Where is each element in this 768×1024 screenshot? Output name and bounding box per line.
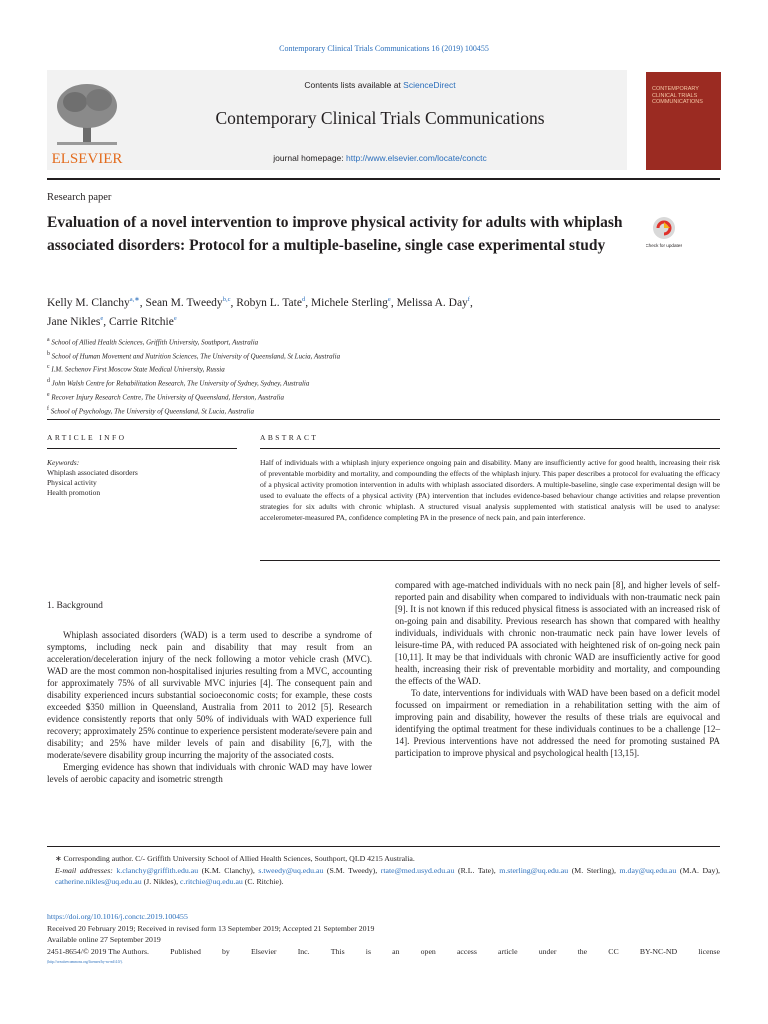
license-word: Inc.: [297, 946, 310, 956]
article-info-rule: [47, 448, 237, 449]
email-link[interactable]: catherine.nikles@uq.edu.au: [55, 877, 142, 886]
keywords-block: [47, 458, 237, 498]
affiliation-item: $^f$ School of Psychology, The University of Queensland, St Lucia, Australia: [47, 405, 254, 415]
affiliation-item: $^b$ School of Human Movement and Nutrition Sciences, The University of Queensland, St Lucia, Australia: [47, 350, 341, 361]
contents-line: Contents lists available at ScienceDirect: [304, 80, 456, 90]
affiliation-mark: e: [47, 391, 50, 398]
email-link[interactable]: c.ritchie@uq.edu.au: [179, 877, 243, 886]
footnotes: [47, 853, 720, 888]
email-link[interactable]: m.day@uq.edu.au: [619, 865, 677, 875]
affiliation-item: $^e$ Recover Injury Research Centre, The University of Queensland, Herston, Australia: [47, 391, 284, 402]
affiliation-item: $^a$ School of Allied Health Sciences, Griffith University, Southport, Australia: [47, 337, 259, 347]
email-addresses: E-mail addresses: k.clanchy@griffith.edu.au (K.M. Clanchy), s.tweedy@uq.edu.au (S.M. Tweedy), rtate@med.usyd.edu.au (R.L. Tate), m.sterling@uq.edu.au (M. Sterling), m.day@uq.edu.au (M.A. Day), catherine.nikles@uq.edu.au (J. Nikles), c.ritchie@uq.edu.au (C. Ritchie).: [55, 865, 720, 886]
keyword-item: Health promotion: [47, 488, 101, 497]
badge-label: Check for updates: [646, 243, 682, 248]
license-word: CC: [608, 946, 619, 956]
author-affiliation-mark[interactable]: e: [100, 314, 104, 322]
email-link[interactable]: rtate@med.usyd.edu.au: [380, 865, 455, 875]
license-word: the: [577, 946, 588, 956]
author-affiliation-mark[interactable]: a,∗: [129, 296, 140, 303]
affiliation-item: $^c$ I.M. Sechenov First Moscow State Medical University, Russia: [47, 364, 225, 374]
author-name: Michele Sterling: [310, 296, 388, 309]
author-name: Carrie Ritchie: [108, 315, 174, 328]
license-word: under: [538, 946, 557, 956]
affiliation-mark: c: [47, 364, 50, 371]
keywords-label: Keywords:: [47, 458, 80, 467]
journal-name: Contemporary Clinical Trials Communications: [215, 108, 545, 128]
check-for-updates-badge[interactable]: [646, 215, 682, 255]
license-word: open: [420, 946, 436, 956]
affiliation-list: [47, 335, 667, 417]
article-info-heading: ARTICLE INFO: [47, 433, 127, 442]
left-column: [47, 629, 372, 785]
license-word: 2451-8654/© 2019 The Authors.: [47, 946, 149, 956]
affiliation-mark: f: [47, 405, 49, 412]
sciencedirect-link[interactable]: ScienceDirect: [403, 80, 456, 90]
right-column: [395, 579, 720, 759]
abstract-heading: ABSTRACT: [260, 433, 319, 442]
author-name: Melissa A. Day: [396, 296, 468, 309]
license-word: license: [698, 946, 720, 956]
email-link[interactable]: m.sterling@uq.edu.au: [499, 865, 569, 875]
header-rule: [47, 178, 720, 180]
doi-link[interactable]: https://doi.org/10.1016/j.conctc.2019.100455: [47, 912, 188, 921]
author-affiliation-mark[interactable]: e: [173, 314, 177, 322]
journal-citation[interactable]: Contemporary Clinical Trials Communications 16 (2019) 100455: [279, 44, 489, 53]
author-name: Jane Nikles: [47, 315, 101, 328]
author-name: Kelly M. Clanchy: [47, 296, 130, 309]
affiliation-mark: b: [47, 350, 50, 357]
affiliation-mark: a: [47, 337, 50, 343]
author-affiliation-mark[interactable]: e: [387, 296, 391, 303]
check-updates-icon: [646, 215, 682, 255]
email-link[interactable]: k.clanchy@griffith.edu.au: [116, 865, 199, 875]
available-online: Available online 27 September 2019: [47, 935, 161, 944]
author-name: Sean M. Tweedy: [145, 296, 223, 309]
license-word: is: [365, 946, 371, 956]
cover-title: CONTEMPORARY CLINICAL TRIALS COMMUNICATIONS: [652, 86, 703, 105]
license-word: article: [498, 946, 518, 956]
footnote-rule: [47, 846, 720, 847]
article-title: Evaluation of a novel intervention to improve physical activity for adults with whiplash associated disorders: Protocol for a multiple-baseline, single case experimental study: [47, 214, 623, 254]
license-word: Elsevier: [250, 946, 277, 956]
tree-logo-icon: [47, 76, 127, 166]
keyword-item: Whiplash associated disorders: [47, 468, 138, 477]
author-list: Kelly M. Clanchy$^{a,∗}$, Sean M. Tweedy$^{b,c}$, Robyn L. Tate$^d$, Michele Sterling$^e$, Melissa A. Day$^f$, Jane Nikles$^e$, Carrie Ritchie$^e$: [47, 296, 473, 328]
license-word: This: [330, 946, 345, 956]
homepage-line: journal homepage: http://www.elsevier.com/locate/conctc: [273, 153, 487, 163]
abstract-text: Half of individuals with a whiplash injury experience ongoing pain and disability. Many are insufficiently active for good health, increasing their risk of preventable morbidity and mortality, and compounding the effects of the whiplash injury. This paper describes a protocol for evaluating the efficacy of a physical activity promotion intervention in adults with whiplash associated disorders. A multiple-baseline, single case experimental design will be used to evaluate the effects of a physical activity (PA) intervention that includes evidence-based behaviour change activities and relapse prevention strategies for six adults with chronic whiplash. A structured visual analysis supplemented with statistical analysis will be used to analyse: accelerometer-measured PA, confidence completing PA in the presence of neck pain, and pain interference.: [260, 458, 720, 522]
publication-history: [47, 911, 720, 969]
article-type: Research paper: [47, 192, 112, 203]
author-affiliation-mark[interactable]: f: [467, 296, 470, 303]
affiliation-mark: d: [47, 378, 50, 385]
license-line: [47, 946, 720, 958]
abstract-end-rule: [260, 560, 720, 561]
body-paragraph: To date, interventions for individuals with WAD have been based on a deficit model focussed on impairment or remediation in a rehabilitation setting with the aim of improving pain and disability, however the results of these trials are equivocal and identifying the optimal treatment for these individuals continues to be a challenge [12–14]. Previous interventions have not addressed the need for promoting sustained PA participation to improve physical and psychological health [13,15].: [395, 688, 720, 758]
author-name: Robyn L. Tate: [236, 296, 302, 309]
keyword-item: Physical activity: [47, 478, 97, 487]
email-label: E-mail addresses:: [55, 865, 117, 875]
license-link[interactable]: (http://creativecommons.org/licenses/by-nc-nd/4.0/).: [47, 960, 123, 964]
homepage-link[interactable]: http://www.elsevier.com/locate/conctc: [346, 153, 487, 163]
affiliation-item: $^d$ John Walsh Centre for Rehabilitation Research, The University of Sydney, Sydney, Australia: [47, 378, 310, 388]
received-dates: Received 20 February 2019; Received in revised form 13 September 2019; Accepted 21 September 2019: [47, 923, 375, 933]
author-affiliation-mark[interactable]: b,c: [222, 296, 231, 303]
license-word: Published: [170, 946, 201, 956]
license-word: access: [456, 946, 477, 956]
affiliation-rule: [47, 419, 720, 420]
body-paragraph: Whiplash associated disorders (WAD) is a term used to describe a syndrome of symptoms, including neck pain and disability that may result from an acceleration/deceleration injury of the neck following a motor vehicle crash (MVC). WAD are the most common non-hospitalised injuries resulting from a MVC, accounting for approximately 75% of all survivable MVC injuries [4]. The consequent pain and disability experienced incurs substantial socioeconomic costs; for example, these costs exceeded $350 million in Queensland, Australia from 2011 to 2012 [5]. Research evidence consistently reports that only 50% of individuals with WAD experience full recovery; approximately 25% continue to experience persistent moderate/severe pain and disability; and 25% have milder levels of pain and disability [6,7], with the moderate/severe disability group incurring the majority of the associated costs.: [47, 630, 372, 760]
section-heading: 1. Background: [47, 601, 103, 611]
abstract-rule: [260, 448, 720, 449]
license-word: BY-NC-ND: [639, 946, 678, 956]
publisher-logo-text: ELSEVIER: [51, 151, 123, 166]
author-affiliation-mark[interactable]: d: [301, 296, 306, 303]
license-word: an: [392, 946, 400, 956]
body-paragraph: compared with age-matched individuals with no neck pain [8], and higher levels of self-reported pain and disability when compared to individuals with non-traumatic neck pain [9]. It is not known if this reduced physical fitness is associated with an increased risk of on-going pain and disability. Previous research has shown that compared with healthy individuals, individuals with chronic non-traumatic neck pain have lower levels of leisure-time PA, with reduced PA associated with heightened risk of on-going neck pain [10,11]. It may be that individuals with chronic WAD are insufficiently active for good health, increasing their risk of preventable morbidity and mortality, and compounding the effects of the WAD.: [395, 580, 720, 686]
corresponding-author-note: ∗ Corresponding author. C/- Griffith University School of Allied Health Sciences, Southport, QLD 4215 Australia.: [55, 854, 415, 863]
body-paragraph: Emerging evidence has shown that individuals with chronic WAD may have lower levels of aerobic capacity and isometric strength: [47, 762, 372, 784]
email-link[interactable]: s.tweedy@uq.edu.au: [258, 865, 324, 875]
elsevier-logo: [47, 76, 127, 166]
license-word: by: [222, 946, 230, 956]
